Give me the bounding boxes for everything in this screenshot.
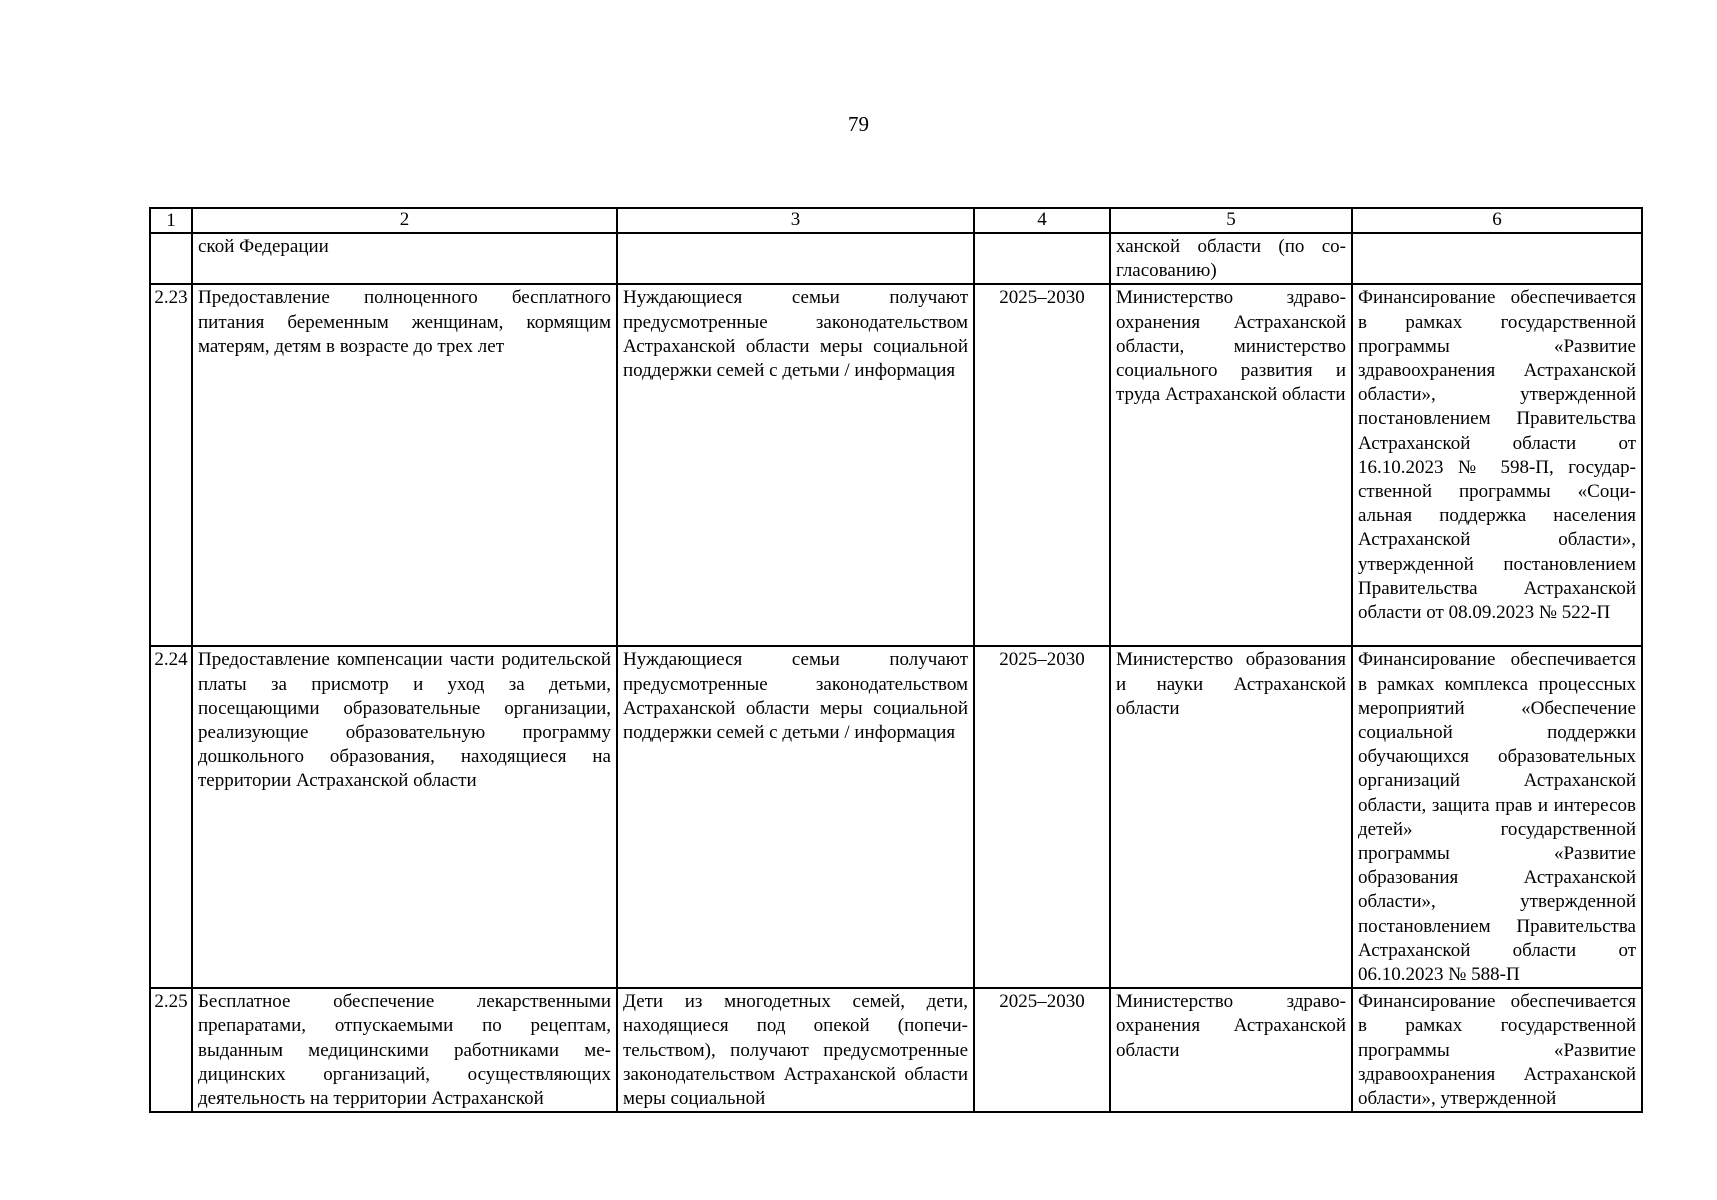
measures-table [149, 207, 1643, 1113]
column-number-2: 2 [192, 208, 617, 233]
table-header-row [150, 208, 1642, 233]
column-number-6: 6 [1352, 208, 1642, 233]
financing-cell: Финансирование обеспечивается в рамках государственной программы «Развитие здравоохранения Астраханской области», утвержденной [1352, 988, 1642, 1112]
executor-cell: ханской области (по согласованию) [1110, 233, 1352, 284]
period-cell [974, 233, 1110, 284]
table-row [150, 284, 1642, 646]
row-number-cell: 2.25 [150, 988, 192, 1112]
page-number: 79 [848, 112, 869, 136]
period-cell: 2025–2030 [974, 988, 1110, 1112]
column-number-5: 5 [1110, 208, 1352, 233]
table-row [150, 646, 1642, 988]
result-cell: Дети из многодетных семей, дети, находящиеся под опекой (попечительством), получают предусмотренные законодательством Астраханской области меры социальной [617, 988, 974, 1112]
financing-cell: Финансирование обеспечивается в рамках государственной программы «Развитие здравоохранения Астраханской области», утвержденной постановлением Правительства Астраханской области от 16.10.2023 № 598-П, государственной программы «Социальная поддержка населения Астраханской области», утвержденной постановлением Правительства Астраханской области от 08.09.2023 № 522-П [1352, 284, 1642, 646]
result-cell: Нуждающиеся семьи получают предусмотренные законодательством Астраханской области меры социальной поддержки семей с детьми / информация [617, 284, 974, 646]
period-cell: 2025–2030 [974, 646, 1110, 988]
result-cell: Нуждающиеся семьи получают предусмотренные законодательством Астраханской области меры социальной поддержки семей с детьми / информация [617, 646, 974, 988]
row-number-cell: 2.23 [150, 284, 192, 646]
event-cell: Предоставление полноценного бесплатного питания беременным женщинам, кормящим матерям, детям в возрасте до трех лет [192, 284, 617, 646]
executor-cell: Министерство образования и науки Астраханской области [1110, 646, 1352, 988]
table-row [150, 988, 1642, 1112]
result-cell [617, 233, 974, 284]
row-number-cell: 2.24 [150, 646, 192, 988]
column-number-1: 1 [150, 208, 192, 233]
column-number-4: 4 [974, 208, 1110, 233]
executor-cell: Министерство здравоохранения Астраханской области, министерство социального развития и труда Астраханской области [1110, 284, 1352, 646]
column-number-3: 3 [617, 208, 974, 233]
financing-cell: Финансирование обеспечивается в рамках комплекса процессных мероприятий «Обеспечение социальной поддержки обучающихся образовательных организаций Астраханской области, защита прав и интересов детей» государственной программы «Развитие образования Астраханской области», утвержденной постановлением Правительства Астраханской области от 06.10.2023 № 588-П [1352, 646, 1642, 988]
event-cell: ской Федерации [192, 233, 617, 284]
financing-cell [1352, 233, 1642, 284]
event-cell: Предоставление компенсации части родительской платы за присмотр и уход за детьми, посещающими образовательные организации, реализующие образовательную программу дошкольного образования, находящиеся на территории Астраханской области [192, 646, 617, 988]
event-cell: Бесплатное обеспечение лекарственными препаратами, отпускаемыми по рецептам, выданным медицинскими работниками медицинских организаций, осуществляющих деятельность на территории Астраханской [192, 988, 617, 1112]
period-cell: 2025–2030 [974, 284, 1110, 646]
row-number-cell [150, 233, 192, 284]
table-row [150, 233, 1642, 284]
executor-cell: Министерство здравоохранения Астраханской области [1110, 988, 1352, 1112]
